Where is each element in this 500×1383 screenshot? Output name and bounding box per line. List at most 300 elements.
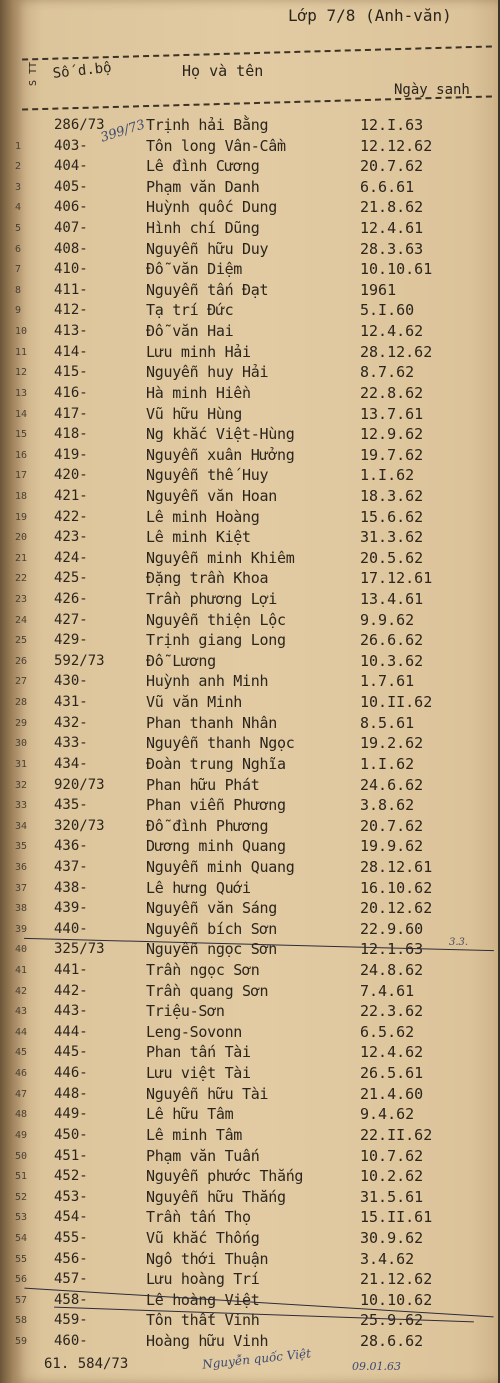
student-name: Nguyễn văn Hoan bbox=[146, 487, 277, 505]
student-name: Lê đình Cương bbox=[146, 157, 260, 175]
student-name: Vũ khắc Thống bbox=[146, 1229, 260, 1247]
student-name: Huỳnh anh Minh bbox=[146, 672, 269, 690]
birth-date: 12.4.62 bbox=[360, 322, 424, 340]
row-number: 23 bbox=[15, 594, 28, 605]
birth-date: 25.9.62 bbox=[360, 1311, 424, 1329]
row-number: 22 bbox=[15, 573, 28, 584]
registry-number: 425- bbox=[54, 570, 88, 586]
student-name: Nguyễn thiện Lộc bbox=[146, 611, 286, 629]
registry-number: 460- bbox=[54, 1333, 88, 1349]
row-number: 51 bbox=[15, 1171, 28, 1182]
row-number: 41 bbox=[15, 965, 28, 976]
header-divider-bottom bbox=[22, 95, 492, 110]
handwritten-bottom-name: Nguyễn quốc Việt bbox=[201, 1346, 312, 1372]
row-number: 20 bbox=[15, 532, 28, 543]
column-header-stt: S TT bbox=[28, 61, 39, 86]
birth-date: 26.5.61 bbox=[360, 1064, 424, 1082]
student-name: Vũ văn Minh bbox=[146, 693, 243, 711]
birth-date: 21.12.62 bbox=[360, 1270, 433, 1288]
bottom-registry-number: 61. 584/73 bbox=[44, 1356, 129, 1372]
birth-date: 12.4.61 bbox=[360, 219, 424, 237]
student-name: Nguyễn bích Sơn bbox=[146, 920, 277, 938]
row-number: 46 bbox=[15, 1068, 28, 1079]
birth-date: 8.7.62 bbox=[360, 363, 415, 381]
table-row bbox=[14, 1332, 498, 1353]
registry-number: 450- bbox=[54, 1127, 88, 1143]
table-row bbox=[14, 1085, 498, 1106]
table-row bbox=[14, 1002, 498, 1023]
row-number: 54 bbox=[15, 1233, 28, 1244]
registry-number: 418- bbox=[54, 426, 88, 442]
birth-date: 6.5.62 bbox=[360, 1023, 415, 1041]
registry-number: 427- bbox=[54, 612, 88, 628]
table-row bbox=[14, 631, 498, 652]
birth-date: 21.4.60 bbox=[360, 1085, 424, 1103]
column-header-birth-date: Ngày sanh bbox=[394, 82, 470, 98]
student-name: Phan thanh Nhân bbox=[146, 714, 277, 732]
table-row bbox=[14, 1147, 498, 1168]
student-name: Đoàn trung Nghĩa bbox=[146, 755, 286, 773]
row-number: 26 bbox=[15, 656, 28, 667]
registry-number: 419- bbox=[54, 447, 88, 463]
row-number: 25 bbox=[15, 635, 28, 646]
student-name: Trần ngọc Sơn bbox=[146, 961, 260, 979]
student-name: Nguyễn huy Hải bbox=[146, 363, 269, 381]
table-row bbox=[14, 384, 498, 405]
row-number: 10 bbox=[15, 326, 28, 337]
student-name: Đặng trần Khoa bbox=[146, 569, 269, 587]
student-name: Lê hữu Tâm bbox=[146, 1105, 234, 1123]
table-row bbox=[14, 343, 498, 364]
student-name: Vũ hữu Hùng bbox=[146, 405, 243, 423]
registry-number: 422- bbox=[54, 509, 88, 525]
student-name: Trần phương Lợi bbox=[146, 590, 277, 608]
registry-number: 443- bbox=[54, 1003, 88, 1019]
row-number: 56 bbox=[15, 1274, 28, 1285]
birth-date: 19.9.62 bbox=[360, 837, 424, 855]
table-row bbox=[14, 549, 498, 570]
registry-number: 325/73 bbox=[54, 941, 105, 957]
table-row bbox=[14, 198, 498, 219]
student-name: Trần tấn Thọ bbox=[146, 1208, 251, 1226]
row-number: 57 bbox=[15, 1295, 28, 1306]
row-number: 43 bbox=[15, 1006, 28, 1017]
student-name: Huỳnh quốc Dung bbox=[146, 198, 277, 216]
table-row bbox=[14, 590, 498, 611]
registry-number: 440- bbox=[54, 921, 88, 937]
registry-number: 286/73 bbox=[54, 117, 105, 133]
registry-number: 404- bbox=[54, 158, 88, 174]
row-number: 44 bbox=[15, 1027, 28, 1038]
registry-number: 421- bbox=[54, 488, 88, 504]
table-row bbox=[14, 920, 498, 941]
row-number: 13 bbox=[15, 388, 28, 399]
table-row bbox=[14, 219, 498, 240]
student-name: Hình chí Dũng bbox=[146, 219, 260, 237]
row-number: 27 bbox=[15, 676, 28, 687]
registry-number: 417- bbox=[54, 406, 88, 422]
table-row bbox=[14, 1270, 498, 1291]
row-number: 52 bbox=[15, 1192, 28, 1203]
student-name: Lê minh Hoàng bbox=[146, 508, 260, 526]
birth-date: 9.9.62 bbox=[360, 611, 415, 629]
birth-date: 10.3.62 bbox=[360, 652, 424, 670]
birth-date: 12.4.62 bbox=[360, 1043, 424, 1061]
student-name: Hoàng hữu Vinh bbox=[146, 1332, 269, 1350]
student-name: Hà minh Hiền bbox=[146, 384, 251, 402]
row-number: 47 bbox=[15, 1089, 28, 1100]
table-row bbox=[14, 178, 498, 199]
registry-number: 430- bbox=[54, 673, 88, 689]
student-name: Phạm văn Tuấn bbox=[146, 1147, 260, 1165]
row-number: 40 bbox=[15, 944, 28, 955]
student-name: Trịnh hải Bằng bbox=[146, 116, 269, 134]
registry-number: 441- bbox=[54, 962, 88, 978]
row-number: 7 bbox=[15, 264, 22, 275]
row-number: 24 bbox=[15, 615, 28, 626]
table-row bbox=[14, 116, 498, 137]
registry-number: 429- bbox=[54, 632, 88, 648]
row-number: 5 bbox=[15, 223, 22, 234]
registry-number: 457- bbox=[54, 1271, 88, 1287]
row-number: 35 bbox=[15, 841, 28, 852]
student-name: Nguyễn phước Thắng bbox=[146, 1167, 304, 1185]
birth-date: 22.9.60 bbox=[360, 920, 424, 938]
table-row bbox=[14, 776, 498, 797]
table-row bbox=[14, 240, 498, 261]
table-row bbox=[14, 611, 498, 632]
row-number: 37 bbox=[15, 883, 28, 894]
table-row bbox=[14, 899, 498, 920]
birth-date: 1.7.61 bbox=[360, 672, 415, 690]
row-number: 18 bbox=[15, 491, 28, 502]
row-number: 30 bbox=[15, 738, 28, 749]
registry-number: 592/73 bbox=[54, 653, 105, 669]
table-row bbox=[14, 508, 498, 529]
page-title: Lớp 7/8 (Anh-văn) bbox=[288, 6, 452, 25]
birth-date: 24.8.62 bbox=[360, 961, 424, 979]
registry-number: 320/73 bbox=[54, 818, 105, 834]
registry-number: 445- bbox=[54, 1044, 88, 1060]
row-number: 17 bbox=[15, 470, 28, 481]
student-name: Phan viễn Phương bbox=[146, 796, 286, 814]
birth-date: 20.7.62 bbox=[360, 817, 424, 835]
registry-number: 415- bbox=[54, 364, 88, 380]
row-number: 3 bbox=[15, 182, 22, 193]
row-number: 21 bbox=[15, 553, 28, 564]
registry-number: 405- bbox=[54, 179, 88, 195]
row-number: 29 bbox=[15, 718, 28, 729]
registry-number: 438- bbox=[54, 880, 88, 896]
student-name: Lưu minh Hải bbox=[146, 343, 251, 361]
registry-number: 452- bbox=[54, 1168, 88, 1184]
birth-date: 12.I.63 bbox=[360, 116, 424, 134]
row-number: 1 bbox=[15, 141, 22, 152]
birth-date: 22.3.62 bbox=[360, 1002, 424, 1020]
table-row bbox=[14, 879, 498, 900]
birth-date: 24.6.62 bbox=[360, 776, 424, 794]
table-row bbox=[14, 528, 498, 549]
row-number: 42 bbox=[15, 986, 28, 997]
registry-number: 410- bbox=[54, 261, 88, 277]
birth-date: 26.6.62 bbox=[360, 631, 424, 649]
table-row bbox=[14, 322, 498, 343]
birth-date: 6.6.61 bbox=[360, 178, 415, 196]
table-row bbox=[14, 1023, 498, 1044]
registry-number: 436- bbox=[54, 838, 88, 854]
registry-number: 403- bbox=[54, 138, 88, 154]
student-name: Nguyễn minh Khiêm bbox=[146, 549, 295, 567]
handwritten-note-top: 399/73 bbox=[98, 117, 147, 146]
table-row bbox=[14, 858, 498, 879]
birth-date: 1.I.62 bbox=[360, 755, 415, 773]
row-number: 19 bbox=[15, 512, 28, 523]
row-number: 49 bbox=[15, 1130, 28, 1141]
registry-number: 455- bbox=[54, 1230, 88, 1246]
table-row bbox=[14, 1126, 498, 1147]
birth-date: 20.12.62 bbox=[360, 899, 433, 917]
student-name: Nguyễn xuân Hưởng bbox=[146, 446, 295, 464]
row-number: 16 bbox=[15, 450, 28, 461]
table-row bbox=[14, 569, 498, 590]
birth-date: 10.10.62 bbox=[360, 1291, 433, 1309]
table-row bbox=[14, 693, 498, 714]
registry-number: 449- bbox=[54, 1106, 88, 1122]
table-row bbox=[14, 1105, 498, 1126]
student-name: Leng-Sovonn bbox=[146, 1023, 243, 1041]
table-row bbox=[14, 961, 498, 982]
table-row bbox=[14, 672, 498, 693]
birth-date: 16.10.62 bbox=[360, 879, 433, 897]
binder-spine bbox=[0, 0, 14, 1383]
student-name: Phạm văn Danh bbox=[146, 178, 260, 196]
birth-date: 20.5.62 bbox=[360, 549, 424, 567]
student-name: Ng khắc Việt-Hùng bbox=[146, 425, 295, 443]
birth-date: 17.12.61 bbox=[360, 569, 433, 587]
birth-date: 30.9.62 bbox=[360, 1229, 424, 1247]
registry-number: 411- bbox=[54, 282, 88, 298]
table-row bbox=[14, 405, 498, 426]
table-row bbox=[14, 466, 498, 487]
student-name: Tôn thất Vinh bbox=[146, 1311, 260, 1329]
registry-number: 414- bbox=[54, 344, 88, 360]
birth-date: 7.4.61 bbox=[360, 982, 415, 1000]
table-row bbox=[14, 260, 498, 281]
row-number: 15 bbox=[15, 429, 28, 440]
birth-date: 5.I.60 bbox=[360, 301, 415, 319]
student-name: Lê minh Tâm bbox=[146, 1126, 243, 1144]
student-name: Đỗ văn Diệm bbox=[146, 260, 243, 278]
student-name: Đỗ đình Phương bbox=[146, 817, 269, 835]
birth-date: 28.12.62 bbox=[360, 343, 433, 361]
birth-date: 10.II.62 bbox=[360, 693, 433, 711]
row-number: 59 bbox=[15, 1336, 28, 1347]
registry-number: 424- bbox=[54, 550, 88, 566]
row-number: 38 bbox=[15, 903, 28, 914]
table-row bbox=[14, 652, 498, 673]
table-row bbox=[14, 137, 498, 158]
student-name: Nguyễn thế Huy bbox=[146, 466, 269, 484]
table-row bbox=[14, 796, 498, 817]
row-number: 2 bbox=[15, 161, 22, 172]
table-row bbox=[14, 837, 498, 858]
birth-date: 1.I.62 bbox=[360, 466, 415, 484]
student-name: Ngô thới Thuận bbox=[146, 1250, 269, 1268]
student-name: Đỗ văn Hai bbox=[146, 322, 234, 340]
row-number: 32 bbox=[15, 780, 28, 791]
registry-number: 437- bbox=[54, 859, 88, 875]
student-name: Tạ trí Đức bbox=[146, 301, 234, 319]
registry-number: 444- bbox=[54, 1024, 88, 1040]
birth-date: 1961 bbox=[360, 281, 397, 299]
table-row bbox=[14, 446, 498, 467]
registry-number: 442- bbox=[54, 983, 88, 999]
student-name: Trịnh giang Long bbox=[146, 631, 286, 649]
row-number: 11 bbox=[15, 347, 28, 358]
birth-date: 20.7.62 bbox=[360, 157, 424, 175]
column-header-registry-number: Số d.bộ bbox=[52, 59, 113, 82]
table-row bbox=[14, 817, 498, 838]
registry-number: 412- bbox=[54, 302, 88, 318]
birth-date: 12.1.63 bbox=[360, 940, 424, 958]
registry-number: 459- bbox=[54, 1312, 88, 1328]
birth-date: 15.6.62 bbox=[360, 508, 424, 526]
birth-date: 3.8.62 bbox=[360, 796, 415, 814]
birth-date: 28.6.62 bbox=[360, 1332, 424, 1350]
registry-number: 406- bbox=[54, 199, 88, 215]
registry-number: 420- bbox=[54, 467, 88, 483]
row-number: 50 bbox=[15, 1151, 28, 1162]
header-divider-top bbox=[22, 45, 492, 60]
table-row bbox=[14, 1167, 498, 1188]
registry-number: 416- bbox=[54, 385, 88, 401]
birth-date: 31.5.61 bbox=[360, 1188, 424, 1206]
student-name: Nguyễn tấn Đạt bbox=[146, 281, 269, 299]
table-row bbox=[14, 714, 498, 735]
table-row bbox=[14, 1250, 498, 1271]
student-name: Triệu-Sơn bbox=[146, 1002, 225, 1020]
registry-number: 408- bbox=[54, 241, 88, 257]
row-number: 48 bbox=[15, 1109, 28, 1120]
table-row bbox=[14, 1043, 498, 1064]
table-row bbox=[14, 755, 498, 776]
table-row bbox=[14, 1188, 498, 1209]
row-number: 53 bbox=[15, 1212, 28, 1223]
registry-number: 446- bbox=[54, 1065, 88, 1081]
student-name: Lê hoàng Việt bbox=[146, 1291, 260, 1309]
birth-date: 12.9.62 bbox=[360, 425, 424, 443]
student-name: Lưu việt Tài bbox=[146, 1064, 251, 1082]
handwritten-bottom-date: 09.01.63 bbox=[352, 1360, 401, 1373]
student-name: Nguyễn văn Sáng bbox=[146, 899, 277, 917]
student-name: Phan tấn Tài bbox=[146, 1043, 251, 1061]
registry-number: 920/73 bbox=[54, 777, 105, 793]
registry-number: 426- bbox=[54, 591, 88, 607]
birth-date: 18.3.62 bbox=[360, 487, 424, 505]
table-row bbox=[14, 1229, 498, 1250]
table-row bbox=[14, 734, 498, 755]
birth-date: 19.7.62 bbox=[360, 446, 424, 464]
table-row bbox=[14, 281, 498, 302]
ledger-page bbox=[14, 0, 498, 1383]
student-name: Tôn long Vân-Cầm bbox=[146, 137, 286, 155]
table-row bbox=[14, 1208, 498, 1229]
birth-date: 12.12.62 bbox=[360, 137, 433, 155]
birth-date: 28.3.63 bbox=[360, 240, 424, 258]
birth-date: 31.3.62 bbox=[360, 528, 424, 546]
handwritten-side-mark: 3.3. bbox=[449, 937, 469, 948]
row-number: 14 bbox=[15, 409, 28, 420]
registry-number: 423- bbox=[54, 529, 88, 545]
row-number: 12 bbox=[15, 367, 28, 378]
table-row bbox=[14, 425, 498, 446]
registry-number: 433- bbox=[54, 735, 88, 751]
student-name: Nguyễn hữu Duy bbox=[146, 240, 269, 258]
birth-date: 10.2.62 bbox=[360, 1167, 424, 1185]
registry-number: 458- bbox=[54, 1292, 88, 1308]
registry-number: 453- bbox=[54, 1189, 88, 1205]
row-number: 45 bbox=[15, 1047, 28, 1058]
row-number: 6 bbox=[15, 244, 22, 255]
student-name: Đỗ Lương bbox=[146, 652, 216, 670]
registry-number: 456- bbox=[54, 1251, 88, 1267]
birth-date: 22.8.62 bbox=[360, 384, 424, 402]
birth-date: 10.10.61 bbox=[360, 260, 433, 278]
registry-number: 431- bbox=[54, 694, 88, 710]
student-name: Nguyễn hữu Tài bbox=[146, 1085, 269, 1103]
student-name: Lê hưng Quới bbox=[146, 879, 251, 897]
table-row bbox=[14, 157, 498, 178]
birth-date: 13.7.61 bbox=[360, 405, 424, 423]
birth-date: 19.2.62 bbox=[360, 734, 424, 752]
table-row bbox=[14, 363, 498, 384]
student-name: Trần quang Sơn bbox=[146, 982, 269, 1000]
registry-number: 432- bbox=[54, 715, 88, 731]
student-name: Lê minh Kiệt bbox=[146, 528, 251, 546]
student-name: Nguyễn minh Quang bbox=[146, 858, 295, 876]
birth-date: 28.12.61 bbox=[360, 858, 433, 876]
column-header-full-name: Họ và tên bbox=[182, 62, 264, 80]
registry-number: 407- bbox=[54, 220, 88, 236]
registry-number: 451- bbox=[54, 1148, 88, 1164]
row-number: 36 bbox=[15, 862, 28, 873]
row-number: 34 bbox=[15, 821, 28, 832]
registry-number: 448- bbox=[54, 1086, 88, 1102]
birth-date: 15.II.61 bbox=[360, 1208, 433, 1226]
registry-number: 413- bbox=[54, 323, 88, 339]
row-number: 9 bbox=[15, 305, 22, 316]
table-row bbox=[14, 301, 498, 322]
table-row bbox=[14, 982, 498, 1003]
birth-date: 9.4.62 bbox=[360, 1105, 415, 1123]
birth-date: 10.7.62 bbox=[360, 1147, 424, 1165]
row-number: 33 bbox=[15, 800, 28, 811]
table-row bbox=[14, 1064, 498, 1085]
row-number: 55 bbox=[15, 1254, 28, 1265]
registry-number: 439- bbox=[54, 900, 88, 916]
table-row bbox=[14, 487, 498, 508]
row-number: 31 bbox=[15, 759, 28, 770]
birth-date: 8.5.61 bbox=[360, 714, 415, 732]
registry-number: 435- bbox=[54, 797, 88, 813]
student-name: Nguyễn hữu Thắng bbox=[146, 1188, 286, 1206]
student-name: Phan hữu Phát bbox=[146, 776, 260, 794]
birth-date: 13.4.61 bbox=[360, 590, 424, 608]
student-name: Nguyễn ngọc Sơn bbox=[146, 940, 277, 958]
birth-date: 22.II.62 bbox=[360, 1126, 433, 1144]
birth-date: 21.8.62 bbox=[360, 198, 424, 216]
student-name: Nguyễn thanh Ngọc bbox=[146, 734, 295, 752]
